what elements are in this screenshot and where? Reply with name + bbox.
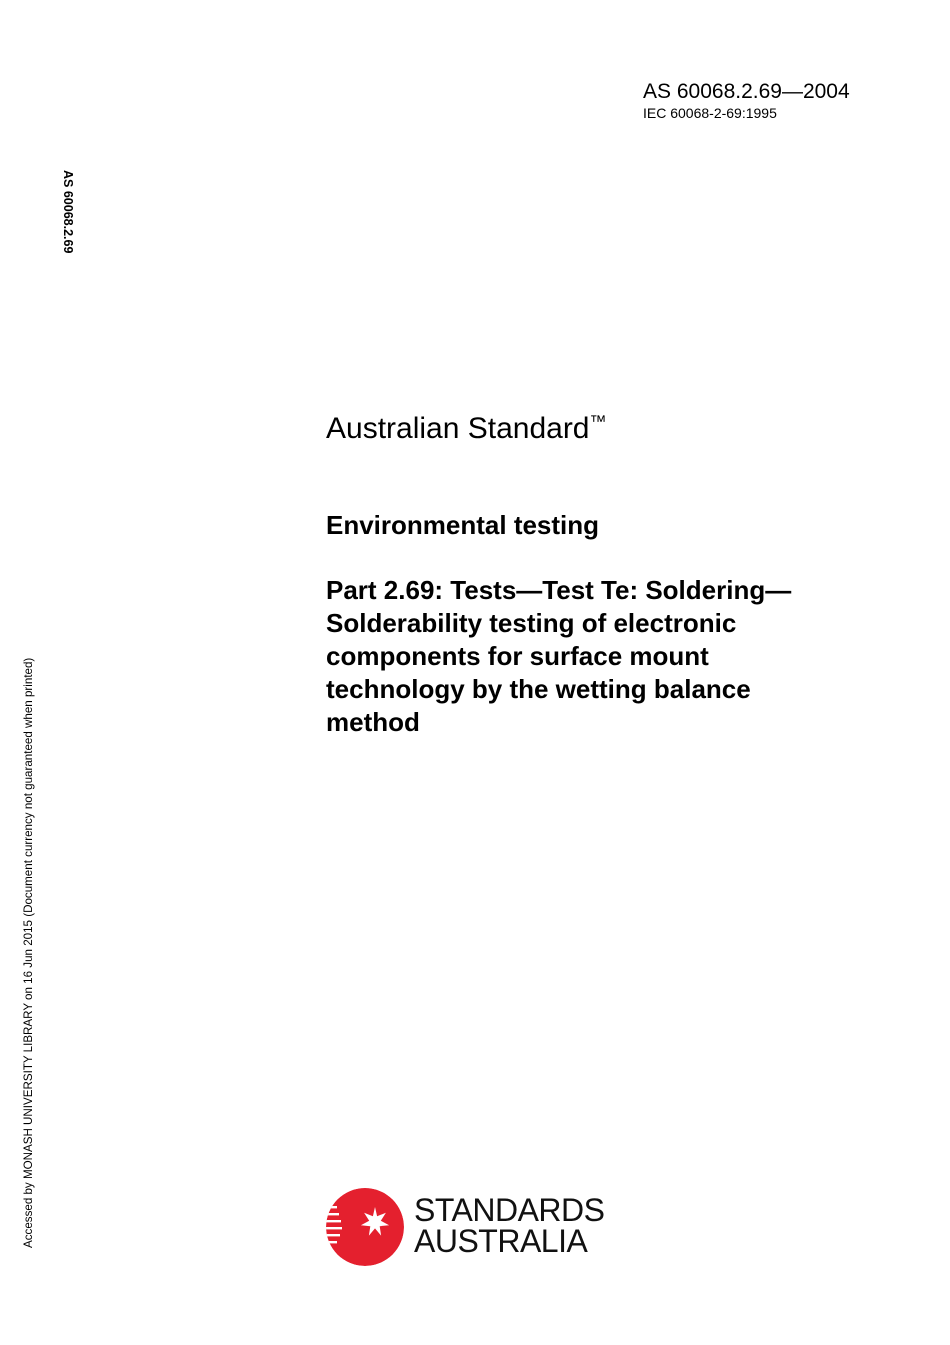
logo-line-2: AUSTRALIA xyxy=(414,1223,588,1259)
logo-line-1: STANDARDS xyxy=(414,1192,605,1228)
part-title-line: technology by the wetting balance xyxy=(326,674,751,704)
part-title-line: method xyxy=(326,707,420,737)
spine-label: AS 60068.2.69 xyxy=(61,170,75,254)
document-type-label: Australian Standard xyxy=(326,412,590,445)
star-in-circle-icon xyxy=(325,1187,405,1267)
iec-number: IEC 60068-2-69:1995 xyxy=(643,105,777,121)
part-title xyxy=(326,574,886,739)
part-title-line: Part 2.69: Tests—Test Te: Soldering— xyxy=(326,575,792,605)
standard-number: AS 60068.2.69—2004 xyxy=(643,80,850,103)
part-title-line: components for surface mount xyxy=(326,641,709,671)
document-title: Environmental testing xyxy=(326,510,600,540)
document-type xyxy=(326,405,607,446)
access-note: Accessed by MONASH UNIVERSITY LIBRARY on 16 Jun 2015 (Document currency not guaranteed when printed) xyxy=(22,657,35,1248)
logo-wordmark xyxy=(414,1192,605,1259)
part-title-line: Solderability testing of electronic xyxy=(326,608,737,638)
trademark-symbol: ™ xyxy=(589,412,607,431)
